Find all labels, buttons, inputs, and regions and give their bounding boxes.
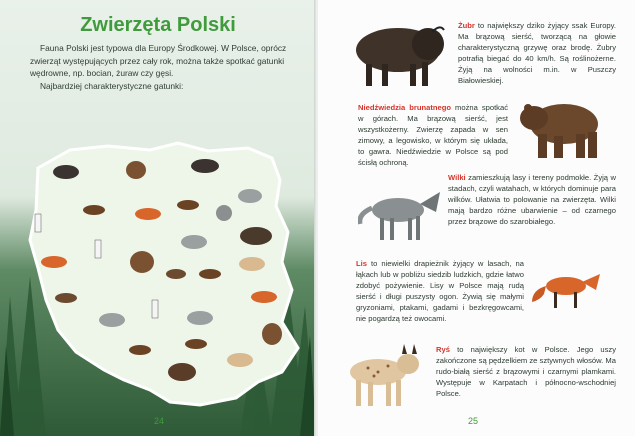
intro-paragraph: Fauna Polski jest typowa dla Europy Środkowej. W Polsce, oprócz zwierząt występujących przez cały rok, można także spotkać gatunki wędrowne, np. bocian, żuraw czy gęsi. <box>30 43 287 78</box>
entry-bison-name: Żubr <box>458 21 475 30</box>
entry-lynx-name: Ryś <box>436 345 450 354</box>
deer-icon <box>126 161 146 179</box>
fox-icon <box>41 256 67 268</box>
entry-lynx <box>436 344 616 399</box>
entry-lynx-text: to największy kot w Polsce. Jego uszy zakończone są pędzelkiem ze sztywnych włosów. Ma rudo-białą sierść z brązowymi i czarnymi plamkami. Występuje w Karpatach i północno-wschodniej Polsce. <box>436 345 616 398</box>
stork-icon <box>152 300 158 318</box>
bear-icon <box>168 363 196 381</box>
lynx-icon <box>239 257 265 271</box>
page-number-left: 24 <box>154 416 165 426</box>
boar-icon <box>53 165 79 179</box>
wolf-icon <box>181 235 207 249</box>
entry-bison-text: to największy dziko żyjący ssak Europy. Ma brązową sierść, tworzącą na głowie charakterystyczną grzywę oraz brodę. Żubry potrafią biegać do 40 km/h. Są roślinożerne. Żyją na wolności m.in. w Puszczy Białowieskiej. <box>458 21 616 85</box>
beaver-icon <box>55 293 77 303</box>
entry-fox-name: Lis <box>356 259 367 268</box>
entry-fox <box>356 258 524 324</box>
bear-icon <box>514 94 606 162</box>
eagle-icon <box>177 200 199 210</box>
eagle-icon <box>83 205 105 215</box>
page-number-right: 25 <box>468 416 479 426</box>
left-page <box>0 0 316 436</box>
lynx-icon <box>227 353 253 367</box>
boar-icon <box>191 159 219 173</box>
lynx-icon <box>338 342 428 412</box>
entry-wolf-name: Wilki <box>448 173 466 182</box>
page-title: Zwierzęta Polski <box>80 14 236 36</box>
deer-icon <box>262 323 282 345</box>
fox-icon <box>530 264 614 312</box>
wolf-icon <box>99 313 125 327</box>
deer-icon <box>130 251 154 273</box>
stork-icon <box>35 214 41 232</box>
wolf-icon <box>187 311 213 325</box>
entry-wolf <box>448 172 616 227</box>
fox-icon <box>135 208 161 220</box>
bison-icon <box>340 18 452 88</box>
entry-wolf-text: zamieszkują lasy i tereny podmokłe. Żyją w stadach, czyli watahach, w których dominuje para wilków. Ułatwia to polowanie na zwierzęta. Wilki mają bardzo różne ubarwienie – od czarnego przez brązowe do szarobiałego. <box>448 173 616 226</box>
entry-bear-name: Niedźwiedzia brunatnego <box>358 103 452 112</box>
stork-icon <box>95 240 101 258</box>
wolf-icon <box>216 205 232 221</box>
fox-icon <box>251 291 277 303</box>
right-page <box>318 0 635 436</box>
wolf-icon <box>358 184 442 244</box>
eagle-icon <box>185 339 207 349</box>
beaver-icon <box>166 269 186 279</box>
eagle-icon <box>129 345 151 355</box>
poland-map <box>0 0 316 436</box>
entry-bear-text: można spotkać w górach. Ma brązową sierść, jest wszystkożerny. Zwierzę zapada w sen zimowy, a legowisko, w którym się układa, to gawra. Niedźwiedzie w Polsce są pod ścisłą ochroną. <box>358 103 508 167</box>
entry-bear <box>358 102 508 168</box>
wolf-icon <box>238 189 262 203</box>
poland-outline <box>30 143 298 405</box>
eagle-icon <box>199 269 221 279</box>
entry-bison <box>458 20 616 86</box>
bison-icon <box>240 227 272 245</box>
intro-lead: Najbardziej charakterystyczne gatunki: <box>40 80 184 91</box>
entry-fox-text: to niewielki drapieżnik żyjący w lasach, na łąkach lub w pobliżu siedzib ludzkich, gdzie łatwo zdobyć pożywienie. Lisy w Polsce mają rudą sierść i długi puszysty ogon. Żywią się małymi gryzoniami, ptakami, gadami i bezkręgowcami, nie pogardzą też owocami. <box>356 259 524 323</box>
